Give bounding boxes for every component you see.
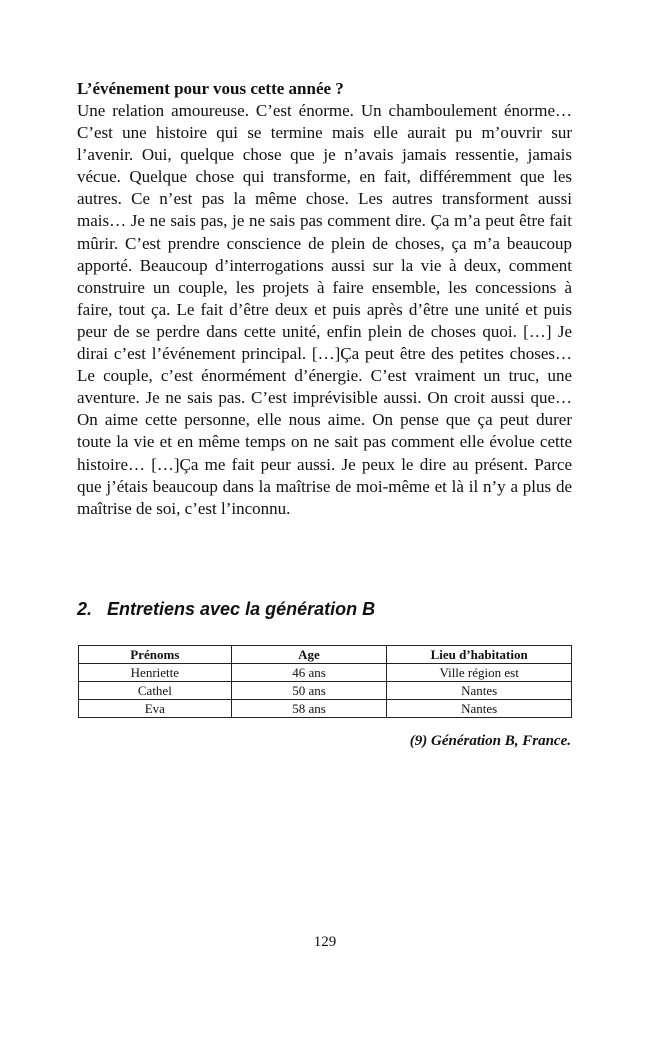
section-number: 2. [77,599,93,619]
cell-lieu: Nantes [387,682,572,700]
page-number: 129 [313,934,337,950]
generation-table [78,645,572,718]
header-age: Age [231,646,387,664]
section-heading [77,598,375,620]
interview-question: L’événement pour vous cette année ? [77,79,344,98]
cell-age: 46 ans [231,664,387,682]
cell-lieu: Nantes [387,700,572,718]
section-title: Entretiens avec la génération B [107,599,376,619]
cell-prenom: Henriette [79,664,232,682]
table-caption: (9) Génération B, France. [409,733,571,749]
cell-lieu: Ville région est [387,664,572,682]
table-row [79,700,572,718]
header-lieu: Lieu d’habitation [387,646,572,664]
interview-block [77,78,572,520]
header-prenoms: Prénoms [79,646,232,664]
cell-prenom: Cathel [79,682,232,700]
interview-answer: Une relation amoureuse. C’est énorme. Un chamboulement énorme… C’est une histoire qui se termine mais elle aurait pu m’ouvrir sur l’avenir. Oui, quelque chose que je n’avais jamais ressentie, jamais vécue. Quelque chose qui transforme, en fait, différemment que les autres. Ce n’est pas la même chose. Les autres transforment aussi mais… Je ne sais pas, je ne sais pas comment dire. Ça m’a peut être fait mûrir. C’est prendre conscience de plein de choses, ça m’a beaucoup apporté. Beaucoup d’interrogations aussi sur la vie à deux, comment construire un couple, les projets à faire ensemble, les concessions à faire, tout ça. Le fait d’être deux et puis après d’être une unité et puis peur de se perdre dans cette unité, enfin plein de choses quoi. […] Je dirai c’est l’événement principal. […]Ça peut être des petites choses… Le couple, c’est énormément d’énergie. C’est vraiment un truc, une aventure. Je ne sais pas. C’est imprévisible aussi. On croit aussi que… On aime cette personne, elle nous aime. On pense que ça peut durer toute la vie et en même temps on ne sait pas comment elle évolue cette histoire… […]Ça me fait peur aussi. Je peux le dire au présent. Parce que j’étais beaucoup dans la maîtrise de moi-même et là il n’y a plus de maîtrise de soi, c’est l’inconnu. [77,101,572,518]
cell-prenom: Eva [79,700,232,718]
cell-age: 58 ans [231,700,387,718]
table-header-row [79,646,572,664]
cell-age: 50 ans [231,682,387,700]
table-row [79,682,572,700]
table-row [79,664,572,682]
